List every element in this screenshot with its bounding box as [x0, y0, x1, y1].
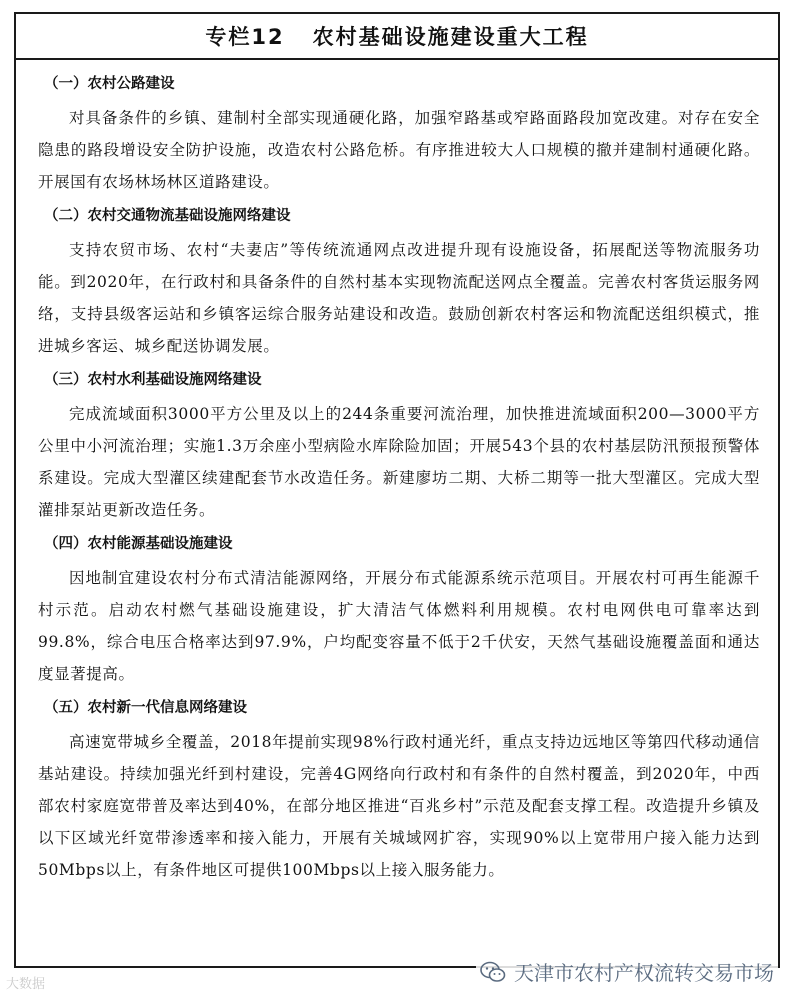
- section-heading: （三）农村水利基础设施网络建设: [44, 372, 262, 388]
- section-heading: （五）农村新一代信息网络建设: [44, 700, 247, 716]
- corner-watermark: 大数据: [6, 977, 46, 992]
- watermark-text: 天津市农村产权流转交易市场: [514, 961, 774, 985]
- section-paragraph: 高速宽带城乡全覆盖，2018年提前实现98%行政村通光纤，重点支持边远地区等第四代移动通信基站建设。持续加强光纤到村建设，完善4G网络向行政村和有条件的自然村覆盖，到2020年，中西部农村家庭宽带普及率达到40%，在部分地区推进“百兆乡村”示范及配套支撑工程。改造提升乡镇及以下区域光纤宽带渗透率和接入能力，开展有关城域网扩容，实现90%以上宽带用户接入能力达到50Mbps以上，有条件地区可提供100Mbps以上接入服务能力。: [38, 733, 760, 879]
- section-paragraph: 支持农贸市场、农村“夫妻店”等传统流通网点改进提升现有设施设备，拓展配送等物流服务功能。到2020年，在行政村和具备条件的自然村基本实现物流配送网点全覆盖。完善农村客货运服务网络，支持县级客运站和乡镇客运综合服务站建设和改造。鼓励创新农村客运和物流配送组织模式，推进城乡客运、城乡配送协调发展。: [38, 241, 760, 355]
- feature-box: [14, 12, 780, 968]
- box-label: 专栏12: [205, 25, 285, 49]
- section: [38, 526, 760, 690]
- box-content: [16, 60, 778, 886]
- section-paragraph: 对具备条件的乡镇、建制村全部实现通硬化路，加强窄路基或窄路面路段加宽改建。对存在安全隐患的路段增设安全防护设施，改造农村公路危桥。有序推进较大人口规模的撤并建制村通硬化路。开展国有农场林场林区道路建设。: [38, 109, 760, 191]
- section: [38, 690, 760, 886]
- section-paragraph: 完成流域面积3000平方公里及以上的244条重要河流治理，加快推进流域面积200—3000平方公里中小河流治理；实施1.3万余座小型病险水库除险加固；开展543个县的农村基层防汛预报预警体系建设。完成大型灌区续建配套节水改造任务。新建廖坊二期、大桥二期等一批大型灌区。完成大型灌排泵站更新改造任务。: [38, 405, 760, 519]
- section: [38, 198, 760, 362]
- section-paragraph: 因地制宜建设农村分布式清洁能源网络，开展分布式能源系统示范项目。开展农村可再生能源千村示范。启动农村燃气基础设施建设，扩大清洁气体燃料利用规模。农村电网供电可靠率达到99.8%，综合电压合格率达到97.9%，户均配变容量不低于2千伏安，天然气基础设施覆盖面和通达度显著提高。: [38, 569, 760, 683]
- box-title: 农村基础设施建设重大工程: [312, 25, 589, 49]
- wechat-icon: [480, 961, 506, 983]
- section: [38, 362, 760, 526]
- box-title-bar: [16, 14, 778, 60]
- section-heading: （四）农村能源基础设施建设: [44, 536, 233, 552]
- section-heading: （二）农村交通物流基础设施网络建设: [44, 208, 291, 224]
- section: [38, 66, 760, 198]
- section-heading: （一）农村公路建设: [44, 76, 175, 92]
- account-watermark: [476, 957, 778, 986]
